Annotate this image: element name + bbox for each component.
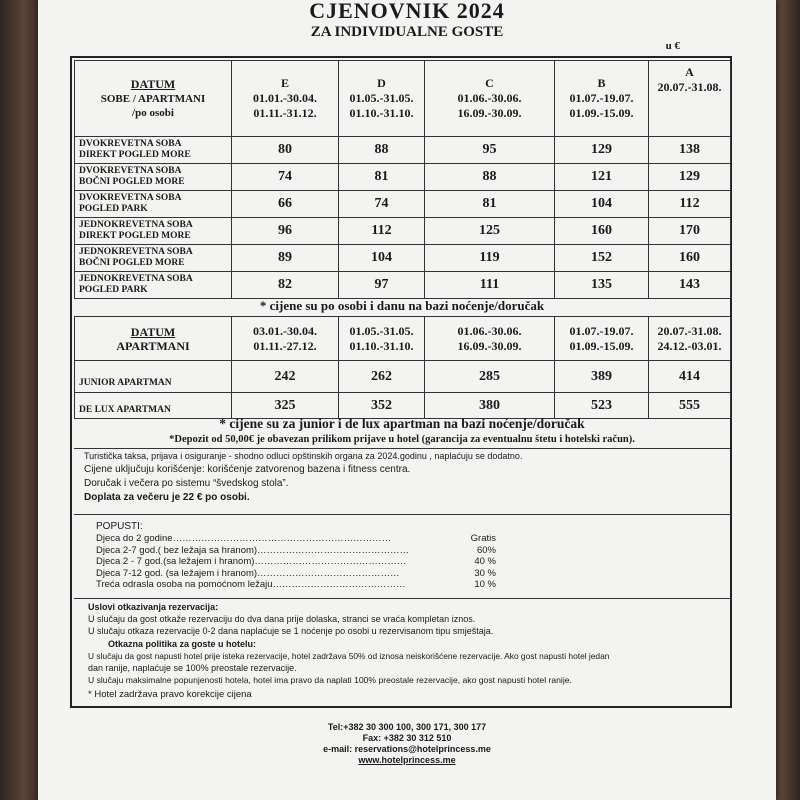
- page-title: CJENOVNIK 2024: [309, 0, 505, 23]
- currency-label: u €: [665, 40, 680, 52]
- apartments-label-line1: APARTMANI: [116, 338, 190, 353]
- season-date: 01.09.-15.09.: [569, 106, 634, 120]
- room-label: DVOKREVETNA SOBA DIREKT POGLED MORE: [75, 137, 232, 164]
- list-item: Djeca 2-7 god.( bez ležaja sa hranom)………………………………………… 60%: [96, 544, 496, 556]
- room-label: JEDNOKREVETNA SOBA POGLED PARK: [75, 272, 232, 299]
- season-c-cell: [425, 61, 555, 137]
- season-date: 16.09.-30.09.: [457, 106, 522, 120]
- season-code: B: [597, 76, 606, 90]
- table-row: [75, 393, 731, 419]
- policy-box: [74, 598, 730, 707]
- season-code: A: [685, 65, 694, 79]
- room-label: DVOKREVETNA SOBA BOČNI POGLED MORE: [75, 164, 232, 191]
- season-cell: 03.01.-30.04. 01.11.-27.12.: [232, 317, 339, 361]
- rooms-label-line2: /po osobi: [132, 107, 174, 119]
- policy-line: dan ranije, naplaćuje se 100% preostale rezervacije.: [88, 663, 297, 673]
- phone-line: Tel:+382 30 300 100, 300 171, 300 177: [327, 722, 487, 732]
- price-cell: 112: [649, 191, 731, 218]
- table-header-row: [75, 61, 731, 137]
- season-a-cell: [649, 61, 731, 137]
- price-cell: 81: [425, 191, 555, 218]
- price-cell: 152: [555, 245, 649, 272]
- rooms-label-cell: [75, 61, 232, 137]
- website-link[interactable]: www.hotelprincess.me: [358, 755, 456, 765]
- apartment-label: DE LUX APARTMAN: [75, 393, 232, 419]
- price-cell: 104: [339, 245, 425, 272]
- room-label: DVOKREVETNA SOBA POGLED PARK: [75, 191, 232, 218]
- price-cell: 112: [339, 218, 425, 245]
- price-cell: 104: [555, 191, 649, 218]
- price-cell: 555: [649, 393, 731, 419]
- policy-line: U slučaju otkaza rezervacije 0-2 dana naplaćuje se 1 noćenje po osobi u rezervisanom tipu smještaja.: [88, 626, 494, 636]
- table-row: [75, 361, 731, 393]
- season-cell: 01.07.-19.07. 01.09.-15.09.: [555, 317, 649, 361]
- price-cell: 380: [425, 393, 555, 419]
- policy-subtitle: Otkazna politika za goste u hotelu:: [108, 639, 257, 649]
- apartment-label: JUNIOR APARTMAN: [75, 361, 232, 393]
- price-cell: 82: [232, 272, 339, 299]
- meals-info: Doručak i večera po sistemu “švedskog stola”.: [84, 478, 289, 489]
- price-cell: 97: [339, 272, 425, 299]
- discounts-list: [96, 533, 496, 591]
- table-row: [75, 245, 731, 272]
- season-date: 01.06.-30.06.: [457, 91, 522, 105]
- season-cell: 01.06.-30.06. 16.09.-30.09.: [425, 317, 555, 361]
- policy-line: U slučaju da gost otkaže rezervaciju do dva dana prije dolaska, stranci se vraća kompletan iznos.: [88, 614, 476, 624]
- includes-info: Cijene uključuju korišćenje: korišćenje zatvorenog bazena i fitness centra.: [84, 464, 411, 475]
- price-cell: 160: [649, 245, 731, 272]
- deposit-note: *Depozit od 50,00€ je obavezan prilikom prijave u hotel (garancija za eventualnu štetu i hotelski račun).: [169, 434, 635, 445]
- price-cell: 325: [232, 393, 339, 419]
- table-row: [75, 191, 731, 218]
- price-cell: 119: [425, 245, 555, 272]
- email-line: e-mail: reservations@hotelprincess.me: [323, 744, 491, 754]
- apartments-price-table: [74, 316, 731, 419]
- price-cell: 95: [425, 137, 555, 164]
- datum-label: DATUM: [130, 77, 176, 91]
- price-cell: 89: [232, 245, 339, 272]
- price-cell: 66: [232, 191, 339, 218]
- datum-label: DATUM: [130, 324, 176, 339]
- price-cell: 129: [555, 137, 649, 164]
- price-cell: 129: [649, 164, 731, 191]
- price-cell: 135: [555, 272, 649, 299]
- season-cell: 20.07.-31.08. 24.12.-03.01.: [649, 317, 731, 361]
- contact-footer: [38, 722, 776, 766]
- table-header-row: [75, 317, 731, 361]
- price-cell: 138: [649, 137, 731, 164]
- season-b-cell: [555, 61, 649, 137]
- room-label: JEDNOKREVETNA SOBA DIREKT POGLED MORE: [75, 218, 232, 245]
- season-cell: 01.05.-31.05. 01.10.-31.10.: [339, 317, 425, 361]
- season-d-cell: [339, 61, 425, 137]
- price-cell: 80: [232, 137, 339, 164]
- table-row: [75, 137, 731, 164]
- price-cell: 414: [649, 361, 731, 393]
- price-cell: 111: [425, 272, 555, 299]
- season-date: 20.07.-31.08.: [657, 80, 722, 94]
- price-cell: 96: [232, 218, 339, 245]
- price-cell: 262: [339, 361, 425, 393]
- season-date: 01.10.-31.10.: [349, 106, 414, 120]
- discounts-title: POPUSTI:: [96, 521, 143, 532]
- price-cell: 352: [339, 393, 425, 419]
- price-cell: 74: [339, 191, 425, 218]
- season-code: C: [485, 76, 494, 90]
- price-cell: 125: [425, 218, 555, 245]
- price-cell: 88: [425, 164, 555, 191]
- price-cell: 160: [555, 218, 649, 245]
- season-date: 01.07.-19.07.: [569, 91, 634, 105]
- price-list-sheet: [38, 0, 776, 800]
- dinner-info: Doplata za večeru je 22 € po osobi.: [84, 492, 250, 503]
- rooms-label-line1: SOBE / APARTMANI: [100, 93, 206, 105]
- room-label: JEDNOKREVETNA SOBA BOČNI POGLED MORE: [75, 245, 232, 272]
- info-box: [74, 448, 730, 507]
- discounts-box: [74, 514, 730, 599]
- list-item: Treća odrasla osoba na pomoćnom ležaju…………………………………… 10 %: [96, 579, 496, 590]
- season-e-cell: [232, 61, 339, 137]
- policy-line: U slučaju da gost napusti hotel prije isteka rezervacije, hotel zadržava 50% od iznosa neiskorišćene rezervacije. Ako gost napusti hotel jedan: [88, 651, 610, 661]
- fax-line: Fax: +382 30 312 510: [362, 733, 452, 743]
- tax-info: Turistička taksa, prijava i osiguranje - shodno odluci opštinskih organa za 2024.godinu , naplaćuju se dodatno.: [84, 451, 523, 461]
- policy-title: Uslovi otkazivanja rezervacija:: [88, 602, 219, 612]
- price-frame: [70, 56, 732, 708]
- price-cell: 242: [232, 361, 339, 393]
- rooms-note: * cijene su po osobi i danu na bazi noćenje/doručak: [259, 298, 545, 313]
- policy-line: U slučaju maksimalne popunjenosti hotela, hotel ima pravo da naplati 100% preostale rezervacije, ako gost napusti hotel ranije.: [88, 675, 572, 685]
- page-subtitle: ZA INDIVIDUALNE GOSTE: [310, 24, 504, 40]
- apartments-note: * cijene su za junior i de lux apartman na bazi noćenje/doručak: [219, 416, 585, 431]
- policy-footnote: * Hotel zadržava pravo korekcije cijena: [88, 689, 252, 700]
- price-cell: 121: [555, 164, 649, 191]
- table-row: [75, 218, 731, 245]
- price-cell: 143: [649, 272, 731, 299]
- list-item: Djeca do 2 godine…………………………………………………………… Gratis: [96, 533, 496, 544]
- price-cell: 523: [555, 393, 649, 419]
- apartments-label-cell: [75, 317, 232, 361]
- price-cell: 81: [339, 164, 425, 191]
- price-cell: 170: [649, 218, 731, 245]
- table-row: [75, 164, 731, 191]
- season-code: D: [377, 76, 386, 90]
- price-cell: 389: [555, 361, 649, 393]
- list-item: Djeca 7-12 god. (sa ležajem i hranom)……………………………………… 30 %: [96, 567, 496, 579]
- list-item: Djeca 2 - 7 god.(sa ležajem i hranom)………………………………………… 40 %: [96, 556, 496, 567]
- wood-background-left: [0, 0, 40, 800]
- price-cell: 285: [425, 361, 555, 393]
- table-row: [75, 272, 731, 299]
- rooms-price-table: [74, 60, 731, 299]
- season-date: 01.11.-31.12.: [253, 106, 317, 120]
- price-cell: 88: [339, 137, 425, 164]
- season-date: 01.05.-31.05.: [349, 91, 414, 105]
- price-cell: 74: [232, 164, 339, 191]
- season-date: 01.01.-30.04.: [253, 91, 317, 105]
- season-code: E: [280, 76, 289, 90]
